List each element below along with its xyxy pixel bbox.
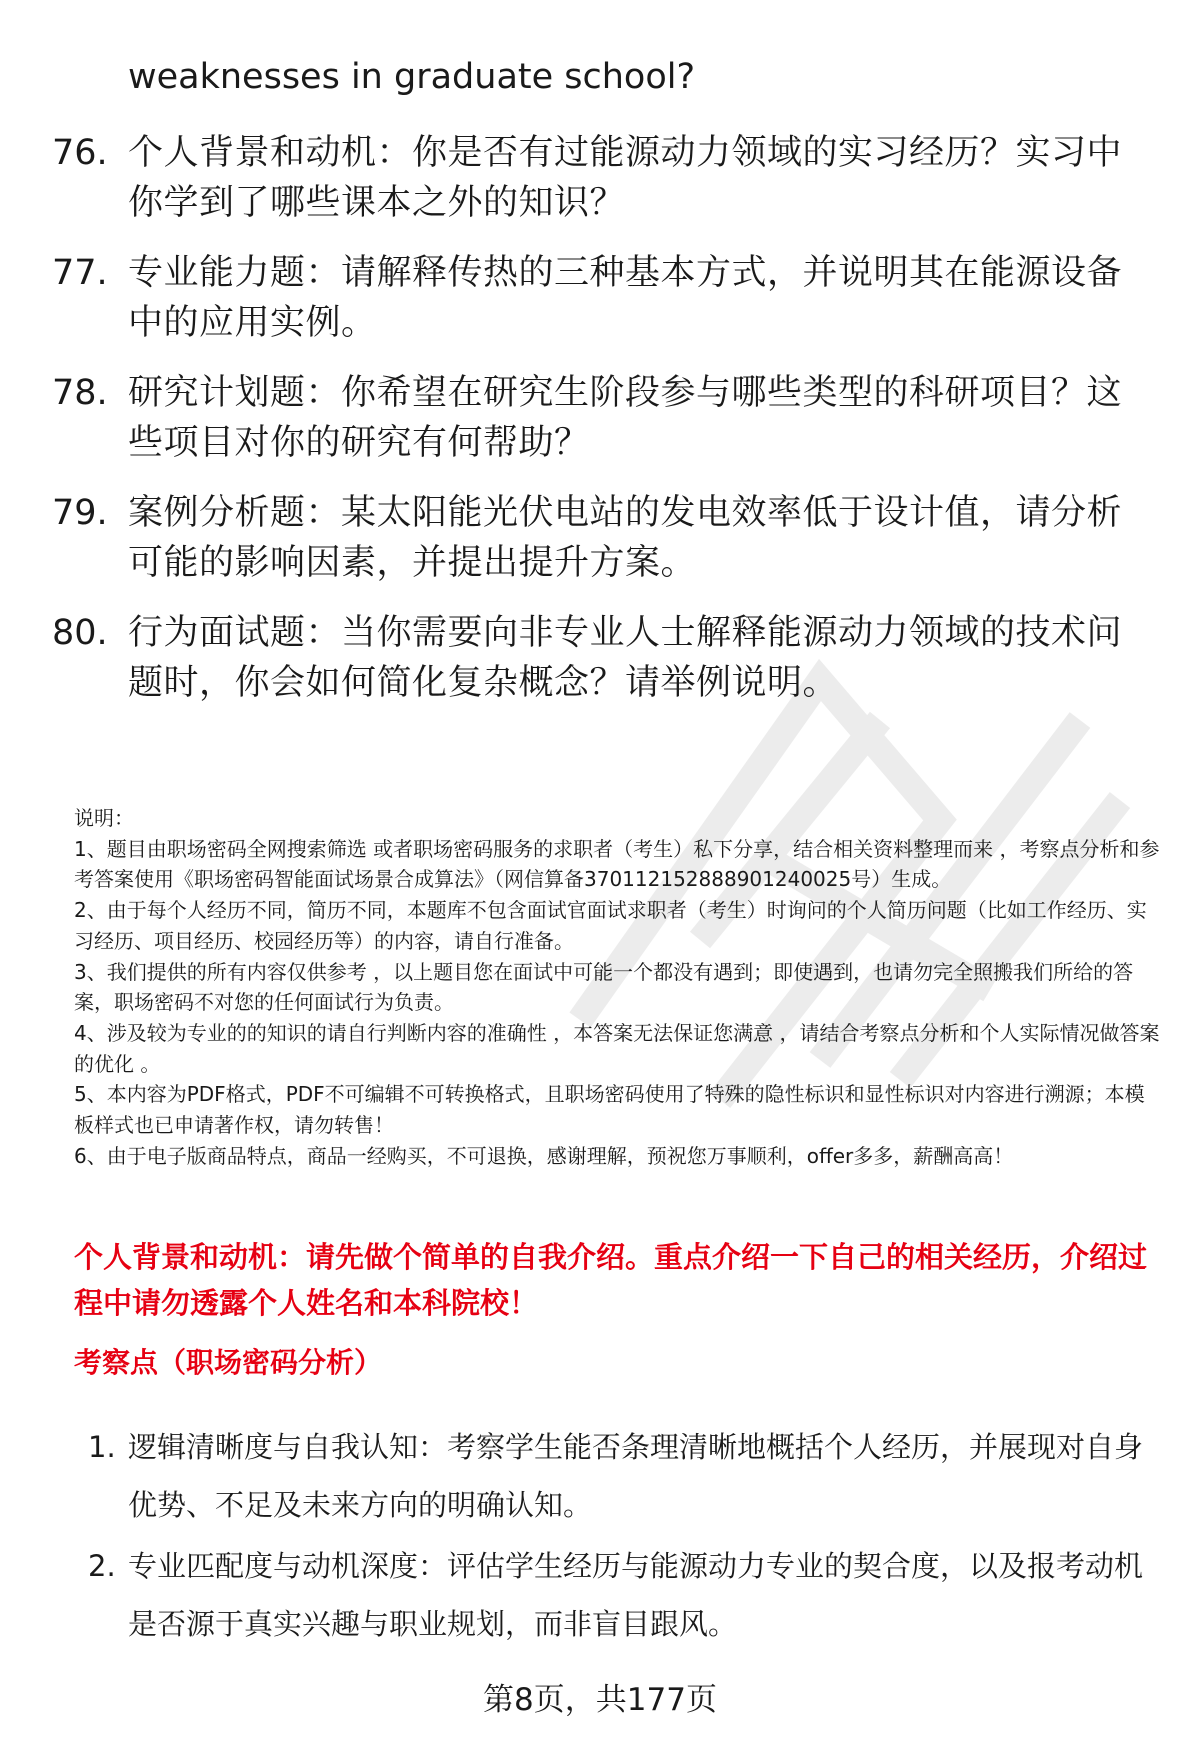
notes-section — [74, 803, 1164, 1171]
question-number: 76. — [52, 133, 108, 173]
note-item: 2、由于每个人经历不同，简历不同，本题库不包含面试官面试求职者（考生）时询问的个人简历问题（比如工作经历、实习经历、项目经历、校园经历等）的内容，请自行准备。 — [74, 898, 1147, 953]
note-item: 5、本内容为PDF格式，PDF不可编辑不可转换格式，且职场密码使用了特殊的隐性标识和显性标识对内容进行溯源；本模板样式也已申请著作权，请勿转售！ — [74, 1082, 1145, 1138]
question-number: 77. — [52, 253, 108, 293]
continuation-text: weaknesses in graduate school? — [128, 57, 696, 97]
question-text: 研究计划题：你希望在研究生阶段参与哪些类型的科研项目？这些项目对你的研究有何帮助？ — [128, 373, 1123, 463]
question-text: 行为面试题：当你需要向非专业人士解释能源动力领域的技术问题时，你会如何简化复杂概念？请举例说明。 — [128, 613, 1123, 703]
analysis-point-text: 专业匹配度与动机深度：评估学生经历与能源动力专业的契合度，以及报考动机是否源于真实兴趣与职业规划，而非盲目跟风。 — [128, 1549, 1144, 1641]
notes-title: 说明： — [74, 806, 134, 830]
analysis-point-number: 1. — [88, 1430, 116, 1464]
analysis-point-number: 2. — [88, 1549, 116, 1583]
question-text: 专业能力题：请解释传热的三种基本方式，并说明其在能源设备中的应用实例。 — [128, 253, 1123, 343]
question-text: 个人背景和动机：你是否有过能源动力领域的实习经历？实习中你学到了哪些课本之外的知识？ — [128, 133, 1123, 223]
analysis-point-text: 逻辑清晰度与自我认知：考察学生能否条理清晰地概括个人经历，并展现对自身优势、不足及未来方向的明确认知。 — [128, 1430, 1144, 1522]
analysis-title: 考察点（职场密码分析） — [74, 1346, 383, 1379]
note-item: 6、由于电子版商品特点，商品一经购买，不可退换，感谢理解，预祝您万事顺利，offer多多，薪酬高高！ — [74, 1143, 1014, 1168]
question-number: 79. — [52, 493, 108, 533]
highlight-question: 个人背景和动机：请先做个简单的自我介绍。重点介绍一下自己的相关经历，介绍过程中请勿透露个人姓名和本科院校！ — [74, 1240, 1148, 1320]
question-text: 案例分析题：某太阳能光伏电站的发电效率低于设计值，请分析可能的影响因素，并提出提升方案。 — [128, 493, 1123, 583]
note-item: 4、涉及较为专业的的知识的请自行判断内容的准确性 ，本答案无法保证您满意 ，请结合考察点分析和个人实际情况做答案的优化 。 — [74, 1020, 1160, 1076]
note-item: 3、我们提供的所有内容仅供参考 ，以上题目您在面试中可能一个都没有遇到；即使遇到，也请勿完全照搬我们所给的答案，职场密码不对您的任何面试行为负责。 — [74, 959, 1134, 1015]
page-indicator: 第8页，共177页 — [483, 1682, 717, 1718]
question-number: 78. — [52, 373, 108, 413]
note-item: 1、题目由职场密码全网搜索筛选 或者职场密码服务的求职者（考生）私下分享，结合相关资料整理而来 ，考察点分析和参考答案使用《职场密码智能面试场景合成算法》（网信算备370112152888901240025号）生成。 — [74, 836, 1160, 892]
question-number: 80. — [52, 613, 108, 653]
